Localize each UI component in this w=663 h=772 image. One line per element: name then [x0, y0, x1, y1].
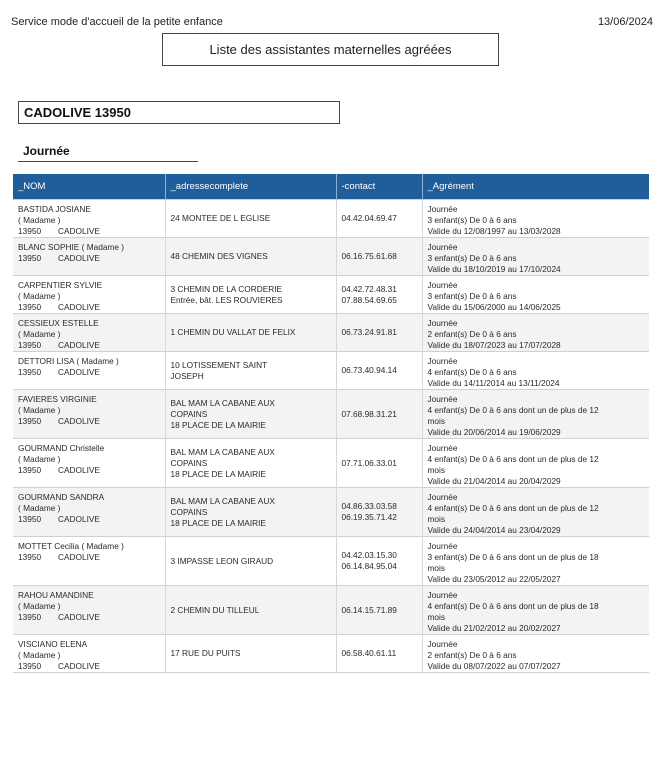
name-line: ( Madame )	[18, 291, 61, 301]
location-line	[18, 416, 160, 427]
name-line: BLANC SOPHIE ( Madame )	[18, 242, 125, 252]
phone-number: 07.68.98.31.21	[341, 408, 397, 419]
location-line	[18, 302, 160, 313]
contact-cell	[336, 276, 422, 314]
postcode: 13950	[18, 253, 42, 263]
table-row	[13, 635, 649, 673]
address-cell	[165, 390, 336, 439]
location-line	[18, 340, 160, 351]
name-line: ( Madame )	[18, 405, 61, 415]
name-cell	[13, 537, 165, 586]
address-cell	[165, 314, 336, 352]
table-row	[13, 537, 649, 586]
name-line: DETTORI LISA ( Madame )	[18, 356, 119, 366]
address-line: COPAINS	[170, 506, 208, 517]
agrement-line: 4 enfant(s) De 0 à 6 ans dont un de plus de 12	[427, 454, 599, 464]
table-row	[13, 200, 649, 238]
city: CADOLIVE	[58, 416, 100, 426]
agrement-cell	[422, 200, 649, 238]
address-line: 17 RUE DU PUITS	[170, 648, 241, 658]
city: CADOLIVE	[58, 340, 100, 350]
phone-number: 04.42.72.48.31	[341, 283, 397, 294]
location-line	[18, 514, 160, 525]
name-cell	[13, 200, 165, 238]
address-line: 18 PLACE DE LA MAIRIE	[170, 468, 266, 479]
agrement-cell	[422, 314, 649, 352]
column-header-agrement: _Agrément	[422, 174, 649, 200]
agrement-line: Valide du 08/07/2022 au 07/07/2027	[427, 661, 561, 671]
agrement-line: 4 enfant(s) De 0 à 6 ans dont un de plus de 18	[427, 601, 599, 611]
agrement-line: Valide du 21/02/2012 au 20/02/2027	[427, 623, 561, 633]
name-line: BASTIDA JOSIANE	[18, 204, 91, 214]
postcode: 13950	[18, 661, 42, 671]
agrement-cell	[422, 390, 649, 439]
table-row	[13, 586, 649, 635]
section-heading: Journée	[18, 144, 198, 162]
location-line	[18, 552, 160, 563]
city: CADOLIVE	[58, 302, 100, 312]
address-cell	[165, 276, 336, 314]
table-row	[13, 276, 649, 314]
postcode: 13950	[18, 416, 42, 426]
contact-cell	[336, 537, 422, 586]
print-date: 13/06/2024	[597, 16, 653, 28]
agrement-line: Valide du 15/06/2000 au 14/06/2025	[427, 302, 561, 312]
postcode: 13950	[18, 367, 42, 377]
table-row	[13, 238, 649, 276]
agrement-line: Valide du 18/10/2019 au 17/10/2024	[427, 264, 561, 274]
contact-cell	[336, 352, 422, 390]
city: CADOLIVE	[58, 661, 100, 671]
city: CADOLIVE	[58, 612, 100, 622]
name-line: RAHOU AMANDINE	[18, 590, 94, 600]
agrement-line: Journée	[427, 280, 458, 290]
phone-number: 07.71.06.33.01	[341, 457, 397, 468]
address-line: COPAINS	[170, 457, 208, 468]
address-line: 10 LOTISSEMENT SAINT	[170, 359, 268, 370]
address-line: BAL MAM LA CABANE AUX	[170, 397, 275, 408]
address-line: COPAINS	[170, 408, 208, 419]
address-line: 48 CHEMIN DES VIGNES	[170, 251, 268, 261]
agrement-line: Valide du 21/04/2014 au 20/04/2029	[427, 476, 561, 486]
agrement-line: 3 enfant(s) De 0 à 6 ans	[427, 291, 517, 301]
agrement-line: Journée	[427, 204, 458, 214]
address-line: JOSEPH	[170, 370, 204, 381]
agrement-line: mois	[427, 563, 446, 573]
phone-number: 06.73.24.91.81	[341, 327, 397, 337]
agrement-line: Valide du 18/07/2023 au 17/07/2028	[427, 340, 561, 350]
postcode: 13950	[18, 465, 42, 475]
city: CADOLIVE	[58, 367, 100, 377]
name-line: ( Madame )	[18, 503, 61, 513]
address-cell	[165, 586, 336, 635]
address-line: Entrée, bât. LES ROUVIERES	[170, 294, 283, 305]
table-row	[13, 352, 649, 390]
phone-number: 06.14.15.71.89	[341, 604, 397, 615]
agrement-cell	[422, 488, 649, 537]
address-line: BAL MAM LA CABANE AUX	[170, 495, 275, 506]
phone-number: 06.58.40.61.11	[341, 648, 397, 658]
postcode: 13950	[18, 612, 42, 622]
phone-number: 06.73.40.94.14	[341, 365, 397, 375]
contact-cell	[336, 390, 422, 439]
name-cell	[13, 635, 165, 673]
service-name: Service mode d'accueil de la petite enfance	[11, 16, 223, 28]
agrement-line: Journée	[427, 242, 458, 252]
name-line: ( Madame )	[18, 215, 61, 225]
agrement-line: Valide du 14/11/2014 au 13/11/2024	[427, 378, 560, 388]
commune-heading: CADOLIVE 13950	[18, 101, 340, 124]
name-cell	[13, 352, 165, 390]
name-line: FAVIERES VIRGINIE	[18, 394, 97, 404]
assistantes-table	[13, 174, 649, 673]
address-line: 1 CHEMIN DU VALLAT DE FELIX	[170, 327, 296, 337]
column-header-adresse: _adressecomplete	[165, 174, 336, 200]
table-row	[13, 488, 649, 537]
name-cell	[13, 314, 165, 352]
contact-cell	[336, 238, 422, 276]
address-cell	[165, 439, 336, 488]
location-line	[18, 367, 160, 378]
city: CADOLIVE	[58, 465, 100, 475]
agrement-line: Journée	[427, 639, 458, 649]
agrement-cell	[422, 352, 649, 390]
name-cell	[13, 439, 165, 488]
location-line	[18, 465, 160, 476]
agrement-cell	[422, 537, 649, 586]
name-line: GOURMAND Christelle	[18, 443, 105, 453]
agrement-line: Journée	[427, 492, 458, 502]
agrement-line: Valide du 12/08/1997 au 13/03/2028	[427, 226, 561, 236]
location-line	[18, 661, 160, 672]
contact-cell	[336, 200, 422, 238]
agrement-cell	[422, 439, 649, 488]
phone-number: 04.42.04.69.47	[341, 213, 397, 223]
name-cell	[13, 488, 165, 537]
agrement-line: 3 enfant(s) De 0 à 6 ans	[427, 253, 517, 263]
phone-number: 06.16.75.61.68	[341, 251, 397, 261]
agrement-line: mois	[427, 514, 446, 524]
document-title: Liste des assistantes maternelles agréées	[162, 33, 499, 66]
phone-number: 06.19.35.71.42	[341, 512, 397, 522]
agrement-cell	[422, 635, 649, 673]
name-line: GOURMAND SANDRA	[18, 492, 105, 502]
name-line: MOTTET Cecilia ( Madame )	[18, 541, 124, 551]
phone-number: 04.86.33.03.58	[341, 501, 397, 511]
agrement-line: 2 enfant(s) De 0 à 6 ans	[427, 650, 517, 660]
city: CADOLIVE	[58, 514, 100, 524]
address-cell	[165, 200, 336, 238]
column-header-contact: -contact	[336, 174, 422, 200]
agrement-line: Journée	[427, 443, 458, 453]
table-row	[13, 314, 649, 352]
column-header-nom: _NOM	[13, 174, 165, 200]
agrement-line: Journée	[427, 318, 458, 328]
city: CADOLIVE	[58, 253, 100, 263]
name-line: ( Madame )	[18, 329, 61, 339]
agrement-line: Valide du 24/04/2014 au 23/04/2029	[427, 525, 561, 535]
table-row	[13, 439, 649, 488]
name-line: ( Madame )	[18, 454, 61, 464]
postcode: 13950	[18, 226, 42, 236]
agrement-line: Valide du 20/06/2014 au 19/06/2029	[427, 427, 561, 437]
address-cell	[165, 537, 336, 586]
agrement-line: 3 enfant(s) De 0 à 6 ans	[427, 215, 517, 225]
agrement-line: mois	[427, 612, 446, 622]
agrement-line: 4 enfant(s) De 0 à 6 ans dont un de plus de 12	[427, 503, 599, 513]
name-cell	[13, 390, 165, 439]
agrement-line: Journée	[427, 394, 458, 404]
address-cell	[165, 352, 336, 390]
address-line: 18 PLACE DE LA MAIRIE	[170, 419, 266, 430]
agrement-line: Journée	[427, 541, 458, 551]
name-line: CESSIEUX ESTELLE	[18, 318, 99, 328]
address-line: BAL MAM LA CABANE AUX	[170, 446, 275, 457]
name-line: VISCIANO ELENA	[18, 639, 88, 649]
contact-cell	[336, 586, 422, 635]
address-line: 2 CHEMIN DU TILLEUL	[170, 604, 260, 615]
location-line	[18, 226, 160, 237]
agrement-cell	[422, 276, 649, 314]
location-line	[18, 253, 160, 264]
agrement-line: Journée	[427, 590, 458, 600]
address-cell	[165, 238, 336, 276]
address-line: 18 PLACE DE LA MAIRIE	[170, 517, 266, 528]
agrement-line: 2 enfant(s) De 0 à 6 ans	[427, 329, 517, 339]
name-cell	[13, 238, 165, 276]
address-cell	[165, 488, 336, 537]
agrement-cell	[422, 238, 649, 276]
contact-cell	[336, 314, 422, 352]
name-cell	[13, 586, 165, 635]
phone-number: 07.88.54.69.65	[341, 294, 397, 305]
city: CADOLIVE	[58, 552, 100, 562]
agrement-line: Journée	[427, 356, 458, 366]
agrement-line: Valide du 23/05/2012 au 22/05/2027	[427, 574, 561, 584]
address-cell	[165, 635, 336, 673]
location-line	[18, 612, 160, 623]
postcode: 13950	[18, 552, 42, 562]
name-line: CARPENTIER SYLVIE	[18, 280, 103, 290]
agrement-line: 4 enfant(s) De 0 à 6 ans dont un de plus de 12	[427, 405, 599, 415]
agrement-line: mois	[427, 465, 446, 475]
city: CADOLIVE	[58, 226, 100, 236]
agrement-line: mois	[427, 416, 446, 426]
name-line: ( Madame )	[18, 650, 61, 660]
address-line: 24 MONTEE DE L EGLISE	[170, 213, 271, 223]
agrement-line: 4 enfant(s) De 0 à 6 ans	[427, 367, 517, 377]
table-header-row	[13, 174, 649, 200]
contact-cell	[336, 488, 422, 537]
phone-number: 04.42.03.15.30	[341, 550, 397, 560]
name-cell	[13, 276, 165, 314]
agrement-line: 3 enfant(s) De 0 à 6 ans dont un de plus de 18	[427, 552, 599, 562]
agrement-cell	[422, 586, 649, 635]
address-line: 3 IMPASSE LEON GIRAUD	[170, 555, 274, 566]
postcode: 13950	[18, 514, 42, 524]
phone-number: 06.14.84.95.04	[341, 561, 397, 571]
postcode: 13950	[18, 302, 42, 312]
name-line: ( Madame )	[18, 601, 61, 611]
address-line: 3 CHEMIN DE LA CORDERIE	[170, 283, 283, 294]
contact-cell	[336, 635, 422, 673]
postcode: 13950	[18, 340, 42, 350]
table-row	[13, 390, 649, 439]
contact-cell	[336, 439, 422, 488]
